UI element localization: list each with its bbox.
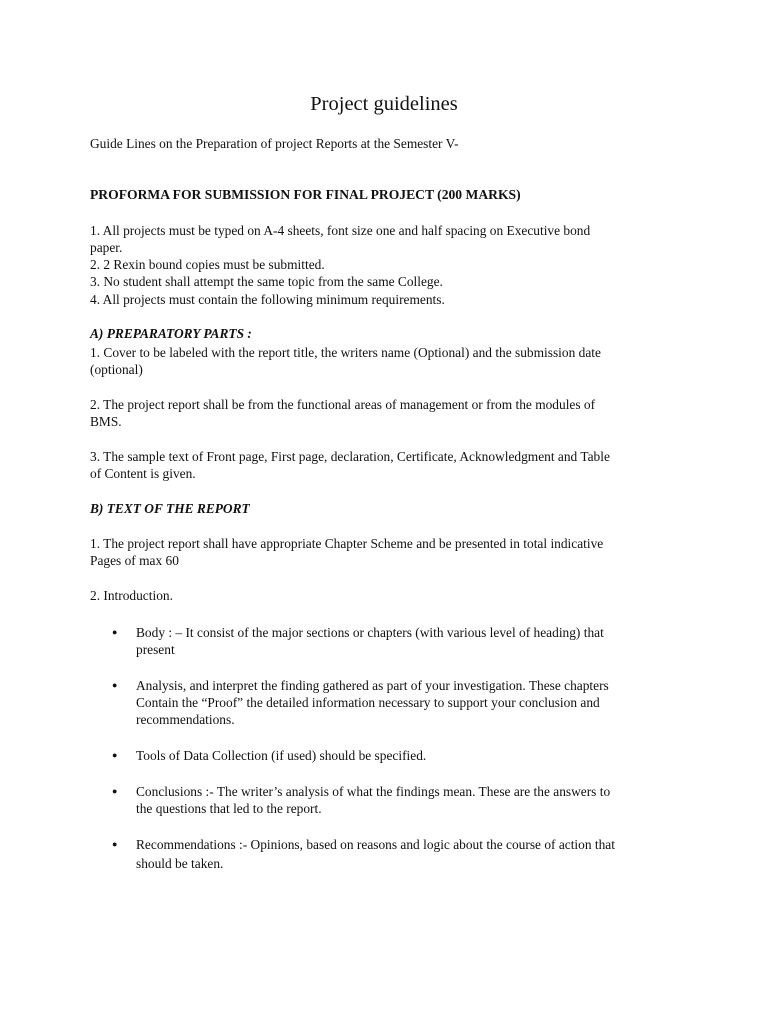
bullet-recommendations-line-1: Recommendations :- Opinions, based on reasons and logic about the course of action that: [136, 837, 615, 852]
bullet-body-line-1: Body : – It consist of the major sections or chapters (with various level of heading) that: [136, 625, 604, 640]
rule-line-2: 2. 2 Rexin bound copies must be submitted.: [90, 257, 325, 272]
bullet-analysis-line-3: recommendations.: [136, 712, 235, 727]
rule-line-3: 3. No student shall attempt the same topic from the same College.: [90, 274, 443, 289]
bullet-analysis-line-1: Analysis, and interpret the finding gathered as part of your investigation. These chapters: [136, 678, 609, 693]
section-a-item-2-cont: BMS.: [90, 414, 122, 429]
section-a-heading: A) PREPARATORY PARTS :: [90, 326, 252, 341]
section-b-item-1-cont: Pages of max 60: [90, 553, 179, 568]
bullet-dot: ●: [112, 627, 118, 637]
section-a-item-3-cont: of Content is given.: [90, 466, 196, 481]
section-b-item-2: 2. Introduction.: [90, 588, 173, 603]
section-a-item-1: 1. Cover to be labeled with the report title, the writers name (Optional) and the submission date: [90, 345, 601, 360]
page-title: Project guidelines: [310, 93, 458, 115]
bullet-body-line-2: present: [136, 642, 175, 657]
section-b-heading: B) TEXT OF THE REPORT: [90, 501, 250, 516]
proforma-heading: PROFORMA FOR SUBMISSION FOR FINAL PROJECT (200 MARKS): [90, 187, 521, 202]
bullet-dot: ●: [112, 680, 118, 690]
document-subtitle: Guide Lines on the Preparation of project Reports at the Semester V-: [90, 136, 459, 151]
section-a-item-3: 3. The sample text of Front page, First page, declaration, Certificate, Acknowledgment and Table: [90, 449, 610, 464]
section-a-item-1-cont: (optional): [90, 362, 143, 377]
rule-line-1: 1. All projects must be typed on A-4 sheets, font size one and half spacing on Executive bond: [90, 223, 591, 238]
bullet-recommendations-line-2: should be taken.: [136, 856, 224, 871]
rule-line-4: 4. All projects must contain the following minimum requirements.: [90, 292, 445, 307]
bullet-dot: ●: [112, 786, 118, 796]
bullet-conclusions-line-1: Conclusions :- The writer’s analysis of what the findings mean. These are the answers to: [136, 784, 611, 799]
section-a-item-2: 2. The project report shall be from the functional areas of management or from the modules of: [90, 397, 596, 412]
bullet-conclusions-line-2: the questions that led to the report.: [136, 801, 322, 816]
rule-line-1-cont: paper.: [90, 240, 123, 255]
bullet-tools-line-1: Tools of Data Collection (if used) should be specified.: [136, 748, 427, 763]
bullet-analysis-line-2: Contain the “Proof” the detailed information necessary to support your conclusion and: [136, 695, 600, 710]
section-b-item-1: 1. The project report shall have appropriate Chapter Scheme and be presented in total indicative: [90, 536, 604, 551]
bullet-dot: ●: [112, 839, 118, 849]
bullet-dot: ●: [112, 750, 118, 760]
